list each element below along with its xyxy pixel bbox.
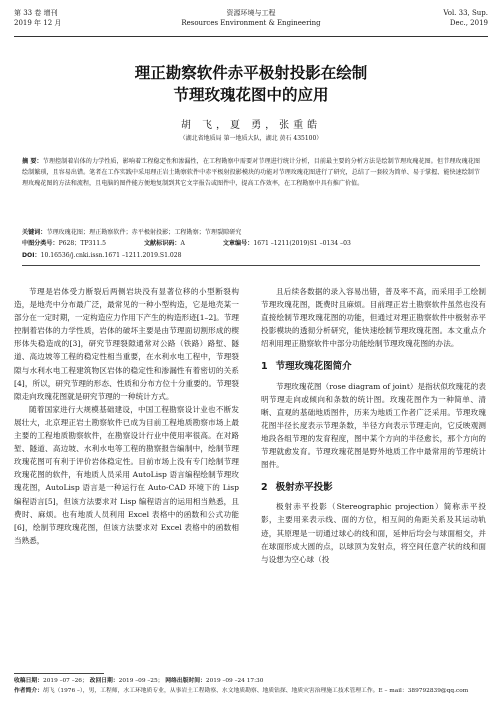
author-list: 胡 飞，夏 勇，张重皓 <box>180 120 322 131</box>
classification-line <box>22 239 480 249</box>
body-paragraph: 且后续各数据的录入容易出错，普及率不高，而采用手工绘制节理玫瑰花图，既费时且麻烦。目前理正岩土勘察软件虽然也没有直接绘制节理玫瑰花图的功能，但通过对理正勘察软件中极射赤平投影模块的透彻分析研究，能快速绘制节理玫瑰花图。本文重点介绍利用理正勘察软件中部分功能绘制节理玫瑰花图的办法。 <box>261 287 486 349</box>
doi-line <box>22 251 480 261</box>
doc-code: A <box>180 240 185 247</box>
header-center <box>14 8 488 28</box>
affiliation: （湖北省地质局 第一地质大队，湖北 黄石 435100） <box>179 135 323 142</box>
article-number: 1671 –1211(2019)S1 –0134 –03 <box>253 240 351 247</box>
doi-label: DOI： <box>22 252 41 259</box>
clc-number: P628；TP311.5 <box>58 240 106 247</box>
title-line-2: 节理玫瑰花图中的应用 <box>173 86 329 104</box>
abstract-label: 摘 要： <box>22 158 43 165</box>
date-cn: 2019 年 12 月 <box>14 19 62 27</box>
body-paragraph: 节理是岩体受力断裂后两侧岩块没有显著位移的小型断裂构造，是地壳中分布最广泛，最常见的一种小型构造，它是地壳某一部分在一定时期，一定构造应力作用下产生的构造形迹[1–2]。节理控制着岩体的力学性质，岩体的破坏主要是由节理面切割形成的楔形体失稳造成的[3]，研究节理裂隙通常对公路（铁路）路堑、隧道、高边坡等工程的稳定性相当重要，在水利水电工程中，节理裂隙与水利水电工程建筑物区岩体的稳定性和渗漏性有着密切的关系[4]，所以，研究节理的形态、性质和分布方位十分重要的。节理裂隙走向玫瑰花图就是研究节理的一种统计方式。 <box>14 287 239 401</box>
abstract-text: 节理控制着岩体的力学性质，影响着工程稳定性和渗漏性，在工程勘察中需要对节理进行统计分析，目前最主要的分析方法是绘制节理玫瑰花图。但节理玫瑰花图绘制繁琐，且容易出错。笔者在工作实践中采用理正岩土勘察软件中赤平极射投影模块的功能对节理玫瑰花图进行了研究，总结了一套较为简单、易于掌握、能快速绘制节理玫瑰花图的方法和流程，且电脑的图件能方便地复制到其它文字报告或图件中，提高工作效率，在工程勘察中具有推广价值。 <box>22 158 480 188</box>
paper-title <box>0 62 502 106</box>
section-heading-2 <box>261 481 486 494</box>
footnote-dates: 收稿日期：2019 –07 –26； 改回日期：2019 –09 –25； 网络出版时间：2019 –09 –24 17:30 <box>14 678 264 684</box>
keywords <box>22 228 480 238</box>
keywords-label: 关键词： <box>22 229 47 236</box>
doi-text: 10.16536/j.cnki.issn.1671 –1211.2019.S1.028 <box>40 252 182 259</box>
section-number: 1 <box>261 361 268 373</box>
section-number: 2 <box>261 482 268 494</box>
section-title: 节理玫瑰花图简介 <box>275 361 352 373</box>
keywords-text: 节理玫瑰花图；理正勘察软件；赤平极射投影；工程勘察；节理裂隙研究 <box>46 229 242 236</box>
clc-label: 中图分类号： <box>22 240 59 247</box>
journal-name-cn: 资源环境与工程 <box>226 9 276 17</box>
body-paragraph: 极射赤平投影（Stereographic projection）简称赤平投影，主要用来表示线、面的方位，相互间的角距关系及其运动轨迹，其原理是一切通过球心的线和面，延伸后均会与球面相交，并在球面形成大圆的点，以球顶为发射点，将空间任意产状的线和面与设想为空心球（投 <box>261 502 486 564</box>
header-right <box>443 8 488 28</box>
body-paragraph: 随着国家进行大规模基础建设，中国工程勘察设计业也不断发展壮大，北京理正岩土勘察软件已成为目前工程地质勘察市场上最主要的工程地质勘察软件，在勘察设计行业中使用率很高。在对路堑、隧道、高边坡、水利水电等工程的勘察报告编制中，绘制节理玫瑰花图可有利于评价岩体稳定性。目前市场上没有专门绘制节理玫瑰花图的软件，有地质人员采用 AutoLisp 语言编程绘制节理玫瑰花图，AutoLisp 语言是一种运行在 Auto-CAD 环境下的 Lisp 编程语言[5]，但该方法要求对 Lisp 编程语言的运用相当熟悉，且费时、麻烦。也有地质人员利用 Excel 表格中的函数和公式功能[6]，绘制节理玫瑰花图，但该方法要求对 Excel 表格中的函数相当熟悉， <box>14 404 239 545</box>
footnote <box>14 677 488 697</box>
footnote-author: 作者简介：胡飞（1976 –），男，工程师，水工环地质专业，从事岩土工程勘察、水文地质勘察、地质钻探、地质灾害治理施工技术管理工作。E – mail：389792839@qq.com <box>14 687 469 694</box>
journal-name-en: Resources Environment & Engineering <box>181 19 321 27</box>
date-en: Dec., 2019 <box>449 19 488 27</box>
abstract <box>22 156 480 190</box>
doc-code-label: 文献标识码： <box>143 240 181 247</box>
right-column <box>261 285 486 566</box>
header-divider <box>14 36 488 37</box>
volume-cn: 第 33 卷 增刊 <box>14 9 58 17</box>
title-line-1: 理正勘察软件赤平极射投影在绘制 <box>134 64 368 82</box>
section-title: 极射赤平投影 <box>275 482 333 494</box>
section-heading-1 <box>261 360 486 373</box>
left-column <box>14 285 239 547</box>
body-paragraph: 节理玫瑰花图（rose diagram of joint）是指状似玫瑰花的表明节理走向或倾向和条数的统计图。玫瑰花图作为一种简单、清晰、直观的基础地质图件，历来为地质工作者广泛采用。节理玫瑰花图半径长度表示节理条数，半径方向表示节理走向，它反映观测地段各组节理的发育程度，图中某个方向的半径愈长，那个方向的节理就愈发育。节理玫瑰花图是野外地质工作中最常用的节理统计图件。 <box>261 381 486 470</box>
article-number-label: 文章编号： <box>222 240 254 247</box>
footnote-divider <box>14 673 104 674</box>
abstract-divider <box>22 265 480 266</box>
volume-en: Vol. 33, Sup. <box>443 9 488 17</box>
